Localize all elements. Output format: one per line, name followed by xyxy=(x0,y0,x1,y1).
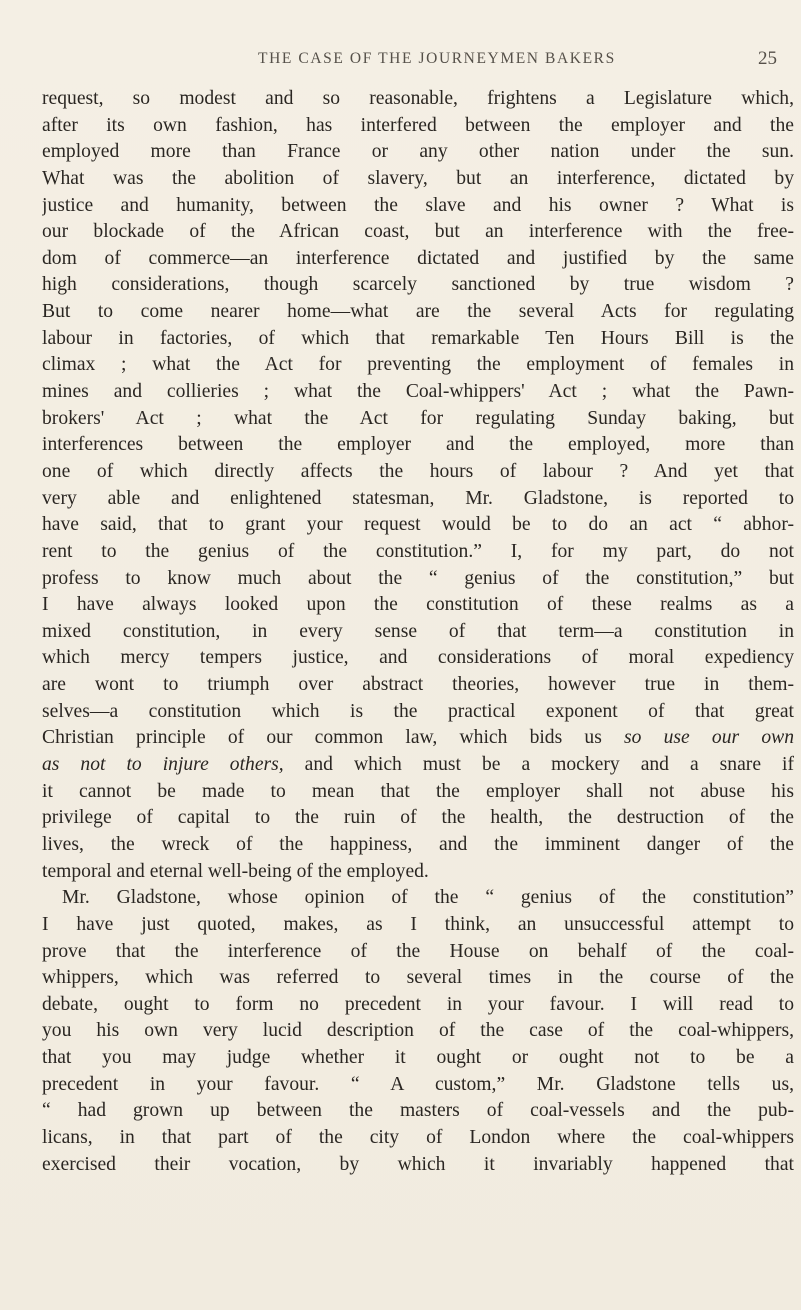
text-line: request, so modest and so reasonable, frightens a Legislature which, xyxy=(42,88,794,109)
text-line: mines and collieries ; what the Coal-whippers' Act ; what the Pawn- xyxy=(42,381,794,403)
text-line: whippers, which was referred to several times in the course of the xyxy=(42,967,794,989)
italic-phrase: as not to injure others, xyxy=(42,754,284,776)
text-line: very able and enlightened statesman, Mr. Gladstone, is reported to xyxy=(42,487,794,509)
text-line: I have just quoted, makes, as I think, an unsuccessful attempt to xyxy=(42,913,794,935)
text-line: What was the abolition of slavery, but an interference, dictated by xyxy=(42,167,794,189)
text-line: one of which directly affects the hours of labour ? And yet that xyxy=(42,460,794,482)
text-line: precedent in your favour. “ A custom,” Mr. Gladstone tells us, xyxy=(42,1073,794,1095)
text-line: profess to know much about the “ genius of the constitution,” but xyxy=(42,567,794,589)
text-line: exercised their vocation, by which it invariably happened that xyxy=(42,1153,794,1175)
text-line: are wont to triumph over abstract theories, however true in them- xyxy=(42,674,794,696)
text-line xyxy=(42,725,794,752)
text-line: But to come nearer home—what are the several Acts for regulating xyxy=(42,301,794,323)
text-line: our blockade of the African coast, but an interference with the free- xyxy=(42,221,794,243)
italic-phrase: so use our own xyxy=(624,727,794,749)
text-line: licans, in that part of the city of London where the coal-whippers xyxy=(42,1126,794,1148)
text-line: I have always looked upon the constitution of these realms as a xyxy=(42,594,794,616)
text-line: that you may judge whether it ought or ought not to be a xyxy=(42,1047,794,1069)
text-line: which mercy tempers justice, and considerations of moral expediency xyxy=(42,647,794,669)
text-line: Mr. Gladstone, whose opinion of the “ genius of the constitution” xyxy=(62,887,794,909)
text-line: prove that the interference of the House on behalf of the coal- xyxy=(42,940,794,962)
text-line: “ had grown up between the masters of coal-vessels and the pub- xyxy=(42,1100,794,1122)
text-line: temporal and eternal well-being of the employed. xyxy=(42,860,429,882)
running-head xyxy=(0,50,801,74)
text-line: it cannot be made to mean that the employer shall not abuse his xyxy=(42,780,794,802)
line-text: Christian principle of our common law, which bids us xyxy=(42,727,602,749)
text-line: you his own very lucid description of the case of the coal-whippers, xyxy=(42,1020,794,1042)
line-text: and which must be a mockery and a snare if xyxy=(283,754,794,776)
page-number: 25 xyxy=(758,48,777,69)
text-line: have said, that to grant your request would be to do an act “ abhor- xyxy=(42,514,794,536)
text-line: privilege of capital to the ruin of the health, the destruction of the xyxy=(42,807,794,829)
text-line: employed more than France or any other nation under the sun. xyxy=(42,141,794,163)
running-head-title: THE CASE OF THE JOURNEYMEN BAKERS xyxy=(258,50,616,67)
text-line: brokers' Act ; what the Act for regulating Sunday baking, but xyxy=(42,407,794,429)
text-line: lives, the wreck of the happiness, and the imminent danger of the xyxy=(42,833,794,855)
body-text xyxy=(42,86,794,1178)
text-line: mixed constitution, in every sense of that term—a constitution in xyxy=(42,620,794,642)
text-line: selves—a constitution which is the practical exponent of that great xyxy=(42,700,794,722)
text-line: labour in factories, of which that remarkable Ten Hours Bill is the xyxy=(42,327,794,349)
text-line: justice and humanity, between the slave and his owner ? What is xyxy=(42,194,794,216)
text-line: dom of commerce—an interference dictated and justified by the same xyxy=(42,247,794,269)
text-line: climax ; what the Act for preventing the employment of females in xyxy=(42,354,794,376)
text-line: debate, ought to form no precedent in your favour. I will read to xyxy=(42,993,794,1015)
text-line: interferences between the employer and the employed, more than xyxy=(42,434,794,456)
text-line xyxy=(42,752,794,779)
text-line: after its own fashion, has interfered between the employer and the xyxy=(42,114,794,136)
text-line: rent to the genius of the constitution.” I, for my part, do not xyxy=(42,540,794,562)
text-line: high considerations, though scarcely sanctioned by true wisdom ? xyxy=(42,274,794,296)
